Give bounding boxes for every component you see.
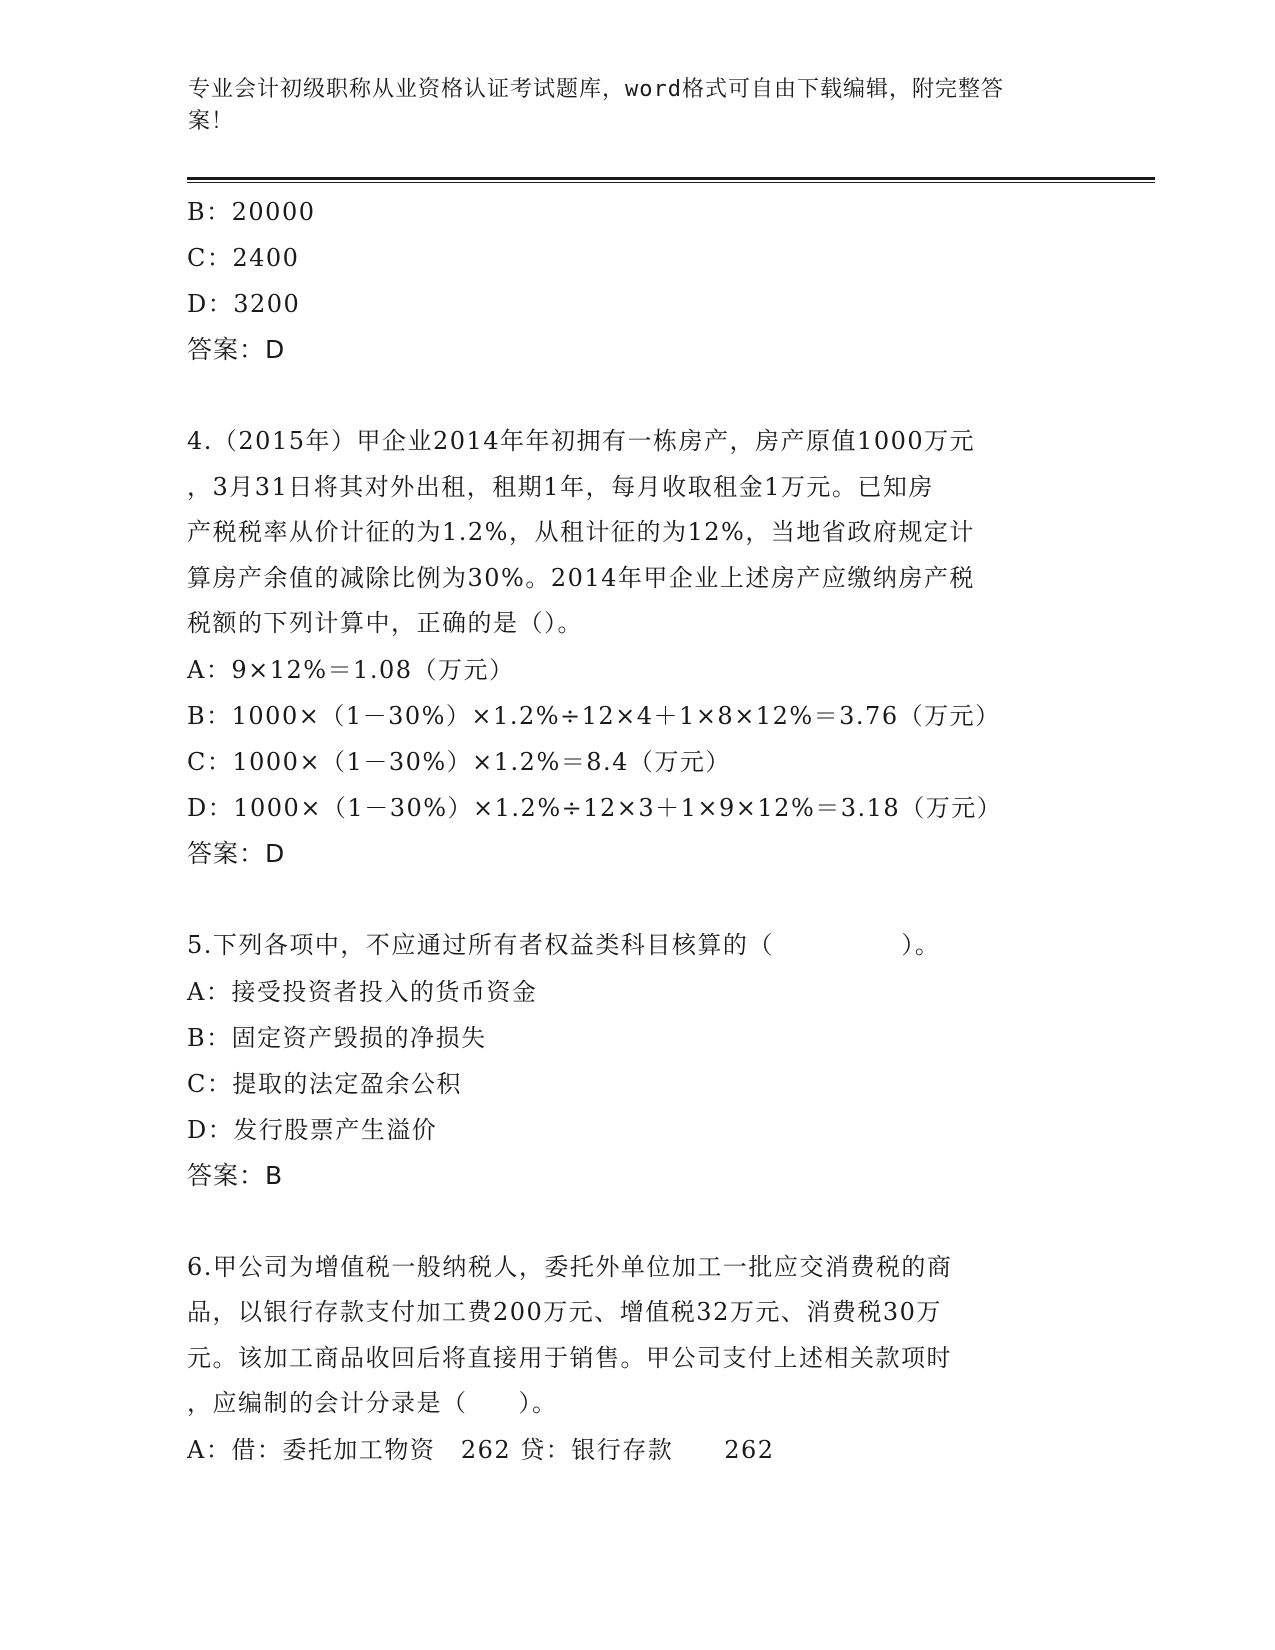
question-3 bbox=[187, 189, 1067, 373]
header-rule-thick bbox=[187, 177, 1155, 180]
answer-label: 答案：D bbox=[187, 335, 286, 364]
question-text-line: 税额的下列计算中，正确的是（）。 bbox=[187, 609, 583, 638]
option-c: C：1000×（1－30%）×1.2%＝8.4（万元） bbox=[187, 747, 731, 776]
question-text-line: 元。该加工商品收回后将直接用于销售。甲公司支付上述相关款项时 bbox=[187, 1343, 952, 1372]
question-content bbox=[187, 189, 1067, 1473]
option-d: D：3200 bbox=[187, 290, 301, 318]
question-5 bbox=[187, 923, 1067, 1199]
option-c: C：2400 bbox=[187, 244, 300, 272]
question-text-line: 品，以银行存款支付加工费200万元、增值税32万元、消费税30万 bbox=[187, 1298, 942, 1327]
question-text-line: 6.甲公司为增值税一般纳税人，委托外单位加工一批应交消费税的商 bbox=[187, 1252, 953, 1281]
option-a: A：接受投资者投入的货币资金 bbox=[187, 977, 538, 1006]
question-text bbox=[187, 1245, 1067, 1427]
option-d: D：1000×（1－30%）×1.2%÷12×3＋1×9×12%＝3.18（万元） bbox=[187, 793, 1003, 822]
page-header bbox=[188, 74, 1068, 138]
question-text-line: 产税税率从价计征的为1.2%，从租计征的为12%，当地省政府规定计 bbox=[187, 518, 975, 547]
answer-label: 答案：D bbox=[187, 838, 286, 868]
question-text bbox=[187, 419, 1067, 647]
option-c: C：提取的法定盈余公积 bbox=[187, 1069, 462, 1098]
question-4 bbox=[187, 419, 1067, 877]
header-line-2: 案！ bbox=[188, 109, 235, 134]
option-a: A：借：委托加工物资 262 贷：银行存款 262 bbox=[187, 1435, 775, 1464]
header-line-1: 专业会计初级职称从业资格认证考试题库，word格式可自由下载编辑，附完整答 bbox=[188, 77, 1004, 102]
answer-label: 答案：B bbox=[187, 1160, 284, 1190]
spacer bbox=[187, 1199, 1067, 1245]
option-b: B：1000×（1－30%）×1.2%÷12×4＋1×8×12%＝3.76（万元） bbox=[187, 701, 1001, 730]
header-rule-thin bbox=[187, 182, 1155, 183]
spacer bbox=[187, 373, 1067, 419]
question-text bbox=[187, 923, 1067, 969]
question-text-line: 5.下列各项中，不应通过所有者权益类科目核算的（ ）。 bbox=[187, 930, 941, 959]
option-b: B：固定资产毁损的净损失 bbox=[187, 1023, 487, 1052]
option-a: A：9×12%＝1.08（万元） bbox=[187, 655, 515, 684]
question-6 bbox=[187, 1245, 1067, 1473]
spacer bbox=[187, 877, 1067, 923]
question-text-line: ，3月31日将其对外出租，租期1年，每月收取租金1万元。已知房 bbox=[187, 472, 934, 501]
question-text-line: 4.（2015年）甲企业2014年年初拥有一栋房产，房产原值1000万元 bbox=[187, 427, 976, 455]
option-b: B：20000 bbox=[187, 198, 316, 226]
option-d: D：发行股票产生溢价 bbox=[187, 1115, 438, 1144]
question-text-line: 算房产余值的减除比例为30%。2014年甲企业上述房产应缴纳房产税 bbox=[187, 563, 975, 592]
question-text-line: ，应编制的会计分录是（ ）。 bbox=[187, 1389, 558, 1418]
